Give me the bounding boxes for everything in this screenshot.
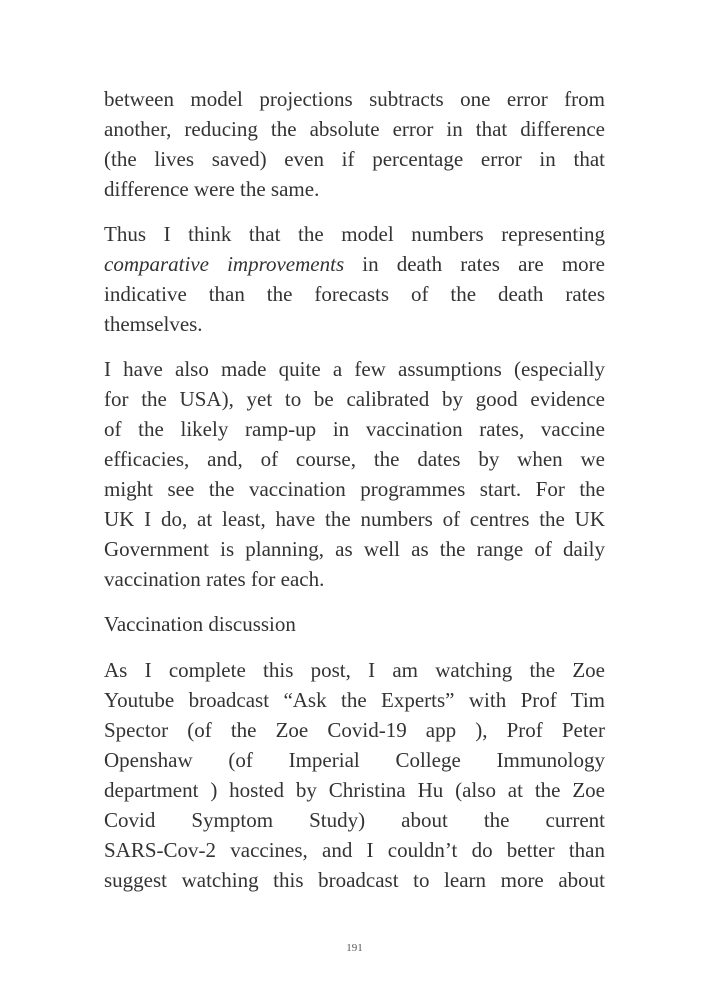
text-line: vaccination rates for each. [104,567,325,591]
text-line: efficacies, and, of course, the dates by when we [104,447,605,471]
text-line: difference were the same. [104,177,320,201]
text-segment: in death rates are more [344,252,605,276]
text-line: for the USA), yet to be calibrated by good evidence [104,387,605,411]
text-line: another, reducing the absolute error in that difference [104,117,605,141]
paragraph-model-error [104,84,605,204]
text-line: suggest watching this broadcast to learn more about [104,868,605,892]
text-line: Openshaw (of Imperial College Immunology [104,748,605,772]
text-line: (the lives saved) even if percentage error in that [104,147,605,171]
paragraph-comparative-improvements [104,219,605,339]
text-line: themselves. [104,312,203,336]
italic-phrase: comparative improvements [104,252,345,276]
text-line: Spector (of the Zoe Covid-19 app ), Prof Peter [104,718,605,742]
paragraph-vaccination-discussion [104,655,605,895]
text-line: I have also made quite a few assumptions (especially [104,357,605,381]
text-line: Youtube broadcast “Ask the Experts” with Prof Tim [104,688,605,712]
paragraph-assumptions [104,354,605,594]
text-line: indicative than the forecasts of the death rates [104,282,605,306]
text-line: might see the vaccination programmes start. For the [104,477,605,501]
text-line: Thus I think that the model numbers representing [104,222,605,246]
text-line: UK I do, at least, have the numbers of centres the UK [104,507,605,531]
page-number: 191 [346,942,363,954]
text-line: Covid Symptom Study) about the current [104,808,605,832]
text-line: of the likely ramp-up in vaccination rates, vaccine [104,417,605,441]
text-line: Government is planning, as well as the range of daily [104,537,605,561]
text-line: As I complete this post, I am watching the Zoe [104,658,605,682]
text-line [104,249,605,279]
text-line: SARS-Cov-2 vaccines, and I couldn’t do better than [104,838,605,862]
text-line: between model projections subtracts one error from [104,87,605,111]
page-body [104,84,605,910]
section-heading: Vaccination discussion [104,612,296,636]
text-line: department ) hosted by Christina Hu (also at the Zoe [104,778,605,802]
